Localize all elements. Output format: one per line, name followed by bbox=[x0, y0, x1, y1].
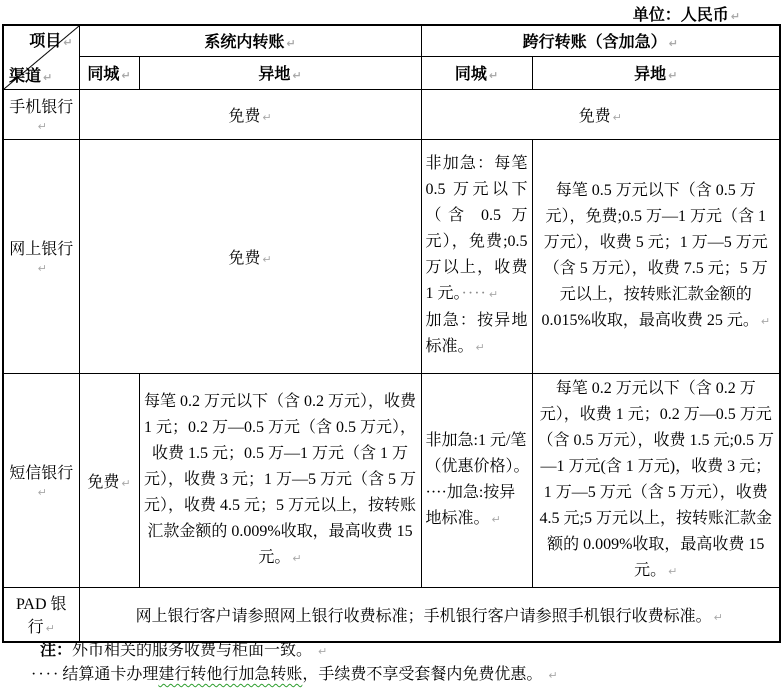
header-cross-local bbox=[421, 56, 532, 89]
online-cross-local-p1-text: 非加急：每笔 0.5 万元以下（含 0.5 万元），免费;0.5 万以上，收费 1 元。 bbox=[425, 155, 528, 302]
header-cross-local-label: 同城 ↵ bbox=[455, 66, 498, 83]
header-sys-remote bbox=[139, 56, 421, 89]
unit-label: 单位：人民币 ↵ bbox=[633, 2, 740, 25]
mobile-banking-label: 手机银行 ↵ bbox=[9, 99, 73, 134]
online-cross-local-dots: ···· ↵ bbox=[462, 285, 500, 302]
header-row-groups bbox=[3, 25, 780, 56]
row-label-online-banking bbox=[3, 139, 79, 373]
header-interbank-transfer bbox=[421, 25, 780, 56]
header-sys-remote-label: 异地 ↵ bbox=[258, 66, 301, 83]
cell-online-cross-remote-fee bbox=[532, 139, 780, 373]
corner-label-project: 项目 ↵ bbox=[29, 26, 78, 51]
pad-banking-label: PAD 银行 ↵ bbox=[16, 596, 67, 636]
corner-label-channel: 渠道 ↵ bbox=[4, 63, 52, 89]
mobile-sys-fee-text: 免费 ↵ bbox=[228, 108, 271, 125]
header-row-subcols bbox=[3, 56, 780, 89]
cell-online-sys-fee bbox=[79, 139, 421, 373]
footnotes bbox=[0, 639, 782, 687]
row-online-banking bbox=[3, 139, 780, 373]
footnote-1-text: 外币相关的服务收费与柜面一致。 bbox=[72, 642, 313, 659]
sms-sys-local-fee-text: 免费 ↵ bbox=[87, 474, 130, 491]
online-sys-fee-text: 免费 ↵ bbox=[228, 250, 271, 267]
header-cross-remote bbox=[532, 56, 780, 89]
header-intra-system-label: 系统内转账 ↵ bbox=[204, 34, 295, 51]
online-cross-local-p2 bbox=[426, 308, 528, 361]
row-pad-banking bbox=[3, 587, 780, 642]
online-banking-label: 网上银行 ↵ bbox=[9, 241, 73, 276]
cell-online-cross-local-fee bbox=[421, 139, 532, 373]
footnote-1 bbox=[40, 639, 782, 663]
row-sms-banking bbox=[3, 373, 780, 587]
footnote-2 bbox=[31, 663, 782, 687]
sms-cross-local-text: 非加急:1 元/笔（优惠价格）。····加急:按异地标准。 ↵ bbox=[426, 432, 527, 527]
header-intra-system-transfer bbox=[79, 25, 421, 56]
cell-sms-cross-local-fee bbox=[421, 373, 532, 587]
header-cross-remote-label: 异地 ↵ bbox=[634, 66, 677, 83]
fee-table bbox=[2, 24, 781, 643]
sms-cross-remote-text: 每笔 0.2 万元以下（含 0.2 万元），收费 1 元；0.2 万—0.5 万元（含 0.5 万元），收费 1.5 元;0.5 万—1 万元(含 1 万元)，收费 3 元；1 万—5 万元（含 5 万元），收费 4.5 元;5 万元以上，按转账汇款金额的 0.009%收取，最高收费 15 元。 ↵ bbox=[538, 380, 774, 579]
cell-sms-sys-remote-fee bbox=[139, 373, 421, 587]
cell-pad-fee bbox=[79, 587, 780, 642]
corner-diagonal-cell bbox=[3, 25, 79, 89]
header-sys-local bbox=[79, 56, 139, 89]
cell-mobile-cross-fee bbox=[421, 89, 780, 139]
footnote-1-prefix: 注： bbox=[40, 642, 73, 659]
online-cross-local-p2-text: 加急：按异地标准。 ↵ bbox=[426, 312, 528, 355]
sms-banking-label: 短信银行 ↵ bbox=[9, 465, 73, 500]
row-label-mobile-banking bbox=[3, 89, 79, 139]
footnote-2-text-before: 结算通卡办理 bbox=[62, 666, 159, 683]
row-label-sms-banking bbox=[3, 373, 79, 587]
header-interbank-label: 跨行转账（含加急） ↵ bbox=[523, 34, 678, 51]
pad-fee-text: 网上银行客户请参照网上银行收费标准；手机银行客户请参照手机银行收费标准。 ↵ bbox=[136, 608, 723, 625]
footnote-2-leader-dots: ···· bbox=[31, 666, 61, 683]
row-label-pad-banking bbox=[3, 587, 79, 642]
cell-sms-cross-remote-fee bbox=[532, 373, 780, 587]
cell-sms-sys-local-fee bbox=[79, 373, 139, 587]
header-sys-local-label: 同城 ↵ bbox=[87, 66, 130, 83]
cell-mobile-sys-fee bbox=[79, 89, 421, 139]
footnote-2-text-after: ，手续费不享受套餐内免费优惠。 bbox=[302, 666, 543, 683]
corner-inner bbox=[4, 26, 79, 89]
mobile-cross-fee-text: 免费 ↵ bbox=[579, 108, 622, 125]
online-cross-local-p1 bbox=[426, 151, 528, 308]
row-mobile-banking bbox=[3, 89, 780, 139]
sms-sys-remote-text: 每笔 0.2 万元以下（含 0.2 万元），收费 1 元；0.2 万—0.5 万元（含 0.5 万元），收费 1.5 元；0.5 万—1 万元（含 1 万元），收费 3 元；1 万—5 万元（含 5 万元），收费 4.5 元；5 万元以上，按转账汇款金额的 0.009%收取，最高收费 15 元。 ↵ bbox=[144, 393, 416, 566]
footnote-2-squiggle-text: 建行转他行加急转账 bbox=[158, 666, 303, 683]
online-cross-remote-text: 每笔 0.5 万元以下（含 0.5 万元），免费;0.5 万—1 万元（含 1 万元），收费 5 元；1 万—5 万元（含 5 万元），收费 7.5 元；5 万元以上，按转账汇款金额的 0.015%收取，最高收费 25 元。 ↵ bbox=[541, 182, 770, 329]
